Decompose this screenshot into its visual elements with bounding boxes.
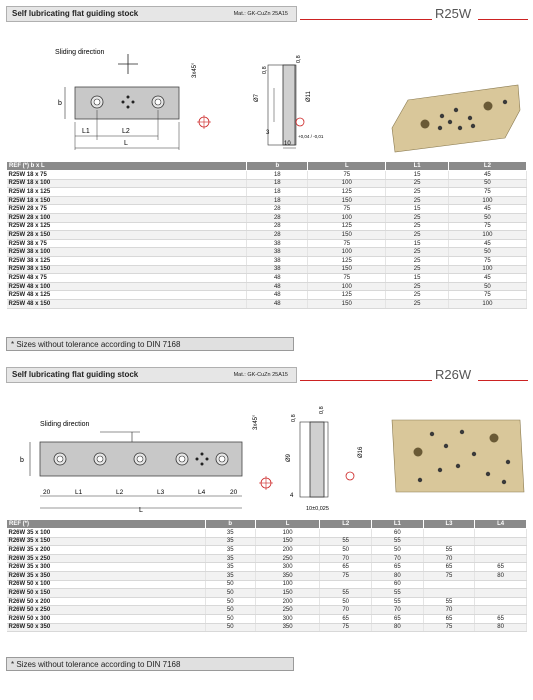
value-cell: 45: [448, 274, 526, 283]
value-cell: 65: [372, 614, 424, 623]
value-cell: [475, 554, 527, 563]
ref-cell: R25W 48 x 125: [7, 291, 247, 300]
value-cell: 300: [255, 563, 320, 572]
table-row: [7, 554, 527, 563]
svg-text:L1: L1: [82, 128, 90, 135]
value-cell: 50: [205, 597, 255, 606]
svg-text:L3: L3: [157, 489, 165, 496]
value-cell: 65: [320, 563, 372, 572]
value-cell: [475, 546, 527, 555]
table-row: [7, 282, 527, 291]
svg-text:0,8: 0,8: [262, 66, 268, 74]
svg-text:Ø7: Ø7: [254, 93, 260, 102]
table-row: [7, 256, 527, 265]
svg-text:10±0,025: 10±0,025: [306, 506, 329, 512]
table-row: [7, 563, 527, 572]
svg-text:3x45°: 3x45°: [253, 414, 259, 430]
svg-text:+0,04 / -0,01: +0,04 / -0,01: [298, 134, 324, 139]
ref-cell: R25W 38 x 150: [7, 265, 247, 274]
value-cell: 80: [372, 571, 424, 580]
value-cell: 50: [205, 606, 255, 615]
value-cell: 55: [320, 589, 372, 598]
table-header-row: [7, 162, 527, 171]
table-row: [7, 529, 527, 538]
value-cell: 75: [308, 171, 386, 180]
table-row: [7, 179, 527, 188]
value-cell: [320, 580, 372, 589]
value-cell: 35: [205, 546, 255, 555]
svg-text:4: 4: [290, 493, 294, 499]
product-code: R25W: [435, 6, 472, 21]
value-cell: 70: [423, 606, 475, 615]
table-row: [7, 196, 527, 205]
value-cell: 48: [247, 291, 308, 300]
value-cell: [423, 529, 475, 538]
value-cell: 100: [308, 179, 386, 188]
value-cell: 50: [205, 589, 255, 598]
value-cell: [475, 537, 527, 546]
value-cell: 55: [372, 589, 424, 598]
value-cell: 18: [247, 171, 308, 180]
value-cell: 75: [423, 571, 475, 580]
table-row: [7, 597, 527, 606]
value-cell: 15: [386, 205, 449, 214]
value-cell: 100: [308, 213, 386, 222]
section-title: Self lubricating flat guiding stock: [12, 9, 139, 18]
column-header: L2: [320, 520, 372, 529]
value-cell: 38: [247, 265, 308, 274]
column-header: L1: [386, 162, 449, 171]
value-cell: 25: [386, 231, 449, 240]
value-cell: 15: [386, 171, 449, 180]
value-cell: 25: [386, 265, 449, 274]
red-rule: [478, 380, 528, 381]
value-cell: 70: [320, 554, 372, 563]
ref-cell: R26W 50 x 100: [7, 580, 206, 589]
value-cell: 45: [448, 205, 526, 214]
value-cell: 250: [255, 554, 320, 563]
value-cell: [320, 529, 372, 538]
table-row: [7, 614, 527, 623]
value-cell: 50: [448, 282, 526, 291]
value-cell: 25: [386, 179, 449, 188]
value-cell: 15: [386, 239, 449, 248]
ref-cell: R26W 50 x 350: [7, 623, 206, 632]
ref-cell: R25W 18 x 75: [7, 171, 247, 180]
value-cell: 18: [247, 196, 308, 205]
value-cell: 50: [205, 614, 255, 623]
value-cell: 200: [255, 546, 320, 555]
value-cell: 100: [255, 580, 320, 589]
column-header: REF (*): [7, 520, 206, 529]
value-cell: 75: [308, 239, 386, 248]
value-cell: 150: [308, 196, 386, 205]
svg-text:Ø16: Ø16: [358, 446, 364, 458]
ref-cell: R26W 50 x 200: [7, 597, 206, 606]
value-cell: 35: [205, 529, 255, 538]
value-cell: 35: [205, 563, 255, 572]
product-code: R26W: [435, 367, 472, 382]
value-cell: 75: [448, 256, 526, 265]
value-cell: 75: [320, 623, 372, 632]
value-cell: 28: [247, 205, 308, 214]
value-cell: [475, 606, 527, 615]
column-header: b: [247, 162, 308, 171]
table-row: [7, 171, 527, 180]
value-cell: 38: [247, 248, 308, 257]
ref-cell: R26W 35 x 300: [7, 563, 206, 572]
value-cell: 80: [475, 571, 527, 580]
value-cell: [423, 589, 475, 598]
value-cell: [475, 589, 527, 598]
value-cell: 70: [423, 554, 475, 563]
value-cell: 350: [255, 623, 320, 632]
block-side-view: [283, 65, 295, 145]
svg-text:20: 20: [43, 489, 51, 496]
value-cell: 50: [448, 213, 526, 222]
value-cell: [423, 580, 475, 589]
value-cell: 50: [448, 248, 526, 257]
value-cell: 25: [386, 282, 449, 291]
value-cell: 48: [247, 299, 308, 308]
value-cell: 70: [372, 606, 424, 615]
value-cell: 45: [448, 239, 526, 248]
value-cell: 125: [308, 256, 386, 265]
value-cell: 35: [205, 554, 255, 563]
value-cell: 200: [255, 597, 320, 606]
value-cell: 125: [308, 188, 386, 197]
value-cell: [423, 537, 475, 546]
value-cell: 150: [255, 589, 320, 598]
value-cell: 60: [372, 580, 424, 589]
value-cell: 35: [205, 537, 255, 546]
ref-cell: R25W 38 x 75: [7, 239, 247, 248]
technical-drawing-r26w: [0, 392, 533, 514]
value-cell: 70: [372, 554, 424, 563]
value-cell: 150: [308, 231, 386, 240]
table-r25w: [6, 161, 527, 309]
column-header: L2: [448, 162, 526, 171]
svg-text:Sliding direction: Sliding direction: [40, 421, 90, 428]
value-cell: 125: [308, 222, 386, 231]
ref-cell: R26W 35 x 200: [7, 546, 206, 555]
svg-text:0,8: 0,8: [291, 414, 297, 422]
svg-text:0,8: 0,8: [296, 55, 302, 63]
svg-text:L2: L2: [116, 489, 124, 496]
value-cell: 50: [320, 597, 372, 606]
value-cell: 18: [247, 179, 308, 188]
value-cell: 50: [448, 179, 526, 188]
value-cell: 50: [320, 546, 372, 555]
value-cell: 25: [386, 299, 449, 308]
ref-cell: R25W 18 x 150: [7, 196, 247, 205]
value-cell: 25: [386, 213, 449, 222]
ref-cell: R26W 50 x 300: [7, 614, 206, 623]
table-row: [7, 274, 527, 283]
value-cell: 55: [320, 537, 372, 546]
svg-text:L2: L2: [122, 128, 130, 135]
svg-text:3: 3: [266, 130, 270, 136]
column-header: L: [255, 520, 320, 529]
value-cell: 75: [423, 623, 475, 632]
value-cell: 45: [448, 171, 526, 180]
value-cell: 25: [386, 196, 449, 205]
svg-text:L: L: [139, 507, 143, 514]
tolerance-note: * Sizes without tolerance according to DIN 7168: [6, 657, 294, 671]
ref-cell: R25W 28 x 75: [7, 205, 247, 214]
value-cell: 55: [423, 546, 475, 555]
value-cell: 65: [475, 614, 527, 623]
value-cell: 150: [308, 299, 386, 308]
table-row: [7, 589, 527, 598]
value-cell: 100: [308, 282, 386, 291]
value-cell: 75: [308, 205, 386, 214]
svg-text:3x45°: 3x45°: [192, 62, 198, 78]
table-row: [7, 606, 527, 615]
red-rule: [300, 380, 432, 381]
value-cell: 28: [247, 231, 308, 240]
value-cell: 65: [423, 614, 475, 623]
value-cell: 55: [372, 537, 424, 546]
table-row: [7, 188, 527, 197]
value-cell: 38: [247, 256, 308, 265]
value-cell: 350: [255, 571, 320, 580]
svg-text:Ø9: Ø9: [286, 453, 292, 462]
table-row: [7, 299, 527, 308]
table-row: [7, 222, 527, 231]
value-cell: 100: [448, 196, 526, 205]
ref-cell: R25W 28 x 150: [7, 231, 247, 240]
table-header-row: [7, 520, 527, 529]
value-cell: 50: [205, 580, 255, 589]
block-side-view: [310, 422, 324, 497]
red-rule: [478, 19, 528, 20]
value-cell: [475, 580, 527, 589]
value-cell: 300: [255, 614, 320, 623]
table-row: [7, 546, 527, 555]
ref-cell: R25W 48 x 150: [7, 299, 247, 308]
value-cell: 48: [247, 274, 308, 283]
value-cell: [475, 597, 527, 606]
value-cell: 25: [386, 222, 449, 231]
value-cell: 100: [308, 248, 386, 257]
value-cell: 65: [320, 614, 372, 623]
value-cell: 65: [423, 563, 475, 572]
ref-cell: R25W 48 x 75: [7, 274, 247, 283]
svg-text:10: 10: [284, 141, 291, 147]
value-cell: 25: [386, 256, 449, 265]
value-cell: 50: [372, 546, 424, 555]
tolerance-note: * Sizes without tolerance according to DIN 7168: [6, 337, 294, 351]
technical-drawing-r25w: [0, 30, 533, 158]
ref-cell: R26W 50 x 250: [7, 606, 206, 615]
value-cell: 100: [448, 231, 526, 240]
ref-cell: R25W 28 x 100: [7, 213, 247, 222]
value-cell: 75: [308, 274, 386, 283]
value-cell: 75: [448, 188, 526, 197]
table-row: [7, 231, 527, 240]
value-cell: 48: [247, 282, 308, 291]
svg-text:L1: L1: [75, 489, 83, 496]
table-row: [7, 265, 527, 274]
table-row: [7, 213, 527, 222]
value-cell: 25: [386, 188, 449, 197]
column-header: L4: [475, 520, 527, 529]
svg-text:L4: L4: [198, 489, 206, 496]
ref-cell: R26W 35 x 100: [7, 529, 206, 538]
section-header-r26w: [6, 367, 297, 383]
column-header: L1: [372, 520, 424, 529]
value-cell: 18: [247, 188, 308, 197]
value-cell: 150: [308, 265, 386, 274]
svg-text:b: b: [58, 100, 62, 107]
ref-cell: R25W 28 x 125: [7, 222, 247, 231]
column-header: L: [308, 162, 386, 171]
ref-cell: R25W 18 x 125: [7, 188, 247, 197]
table-row: [7, 248, 527, 257]
value-cell: 55: [423, 597, 475, 606]
table-row: [7, 580, 527, 589]
value-cell: 28: [247, 222, 308, 231]
table-row: [7, 571, 527, 580]
ref-cell: R26W 35 x 150: [7, 537, 206, 546]
value-cell: 75: [320, 571, 372, 580]
svg-text:20: 20: [230, 489, 238, 496]
column-header: b: [205, 520, 255, 529]
ref-cell: R26W 35 x 250: [7, 554, 206, 563]
svg-text:0,8: 0,8: [319, 406, 325, 414]
table-r26w: [6, 519, 527, 632]
table-row: [7, 623, 527, 632]
red-rule: [300, 19, 432, 20]
value-cell: 50: [205, 623, 255, 632]
value-cell: 80: [475, 623, 527, 632]
value-cell: 38: [247, 239, 308, 248]
value-cell: 28: [247, 213, 308, 222]
value-cell: 125: [308, 291, 386, 300]
value-cell: 25: [386, 248, 449, 257]
value-cell: 35: [205, 571, 255, 580]
sliding-direction-label: Sliding direction: [55, 49, 105, 56]
value-cell: 75: [448, 291, 526, 300]
table-row: [7, 291, 527, 300]
value-cell: 75: [448, 222, 526, 231]
table-row: [7, 205, 527, 214]
value-cell: 65: [372, 563, 424, 572]
section-header-r25w: [6, 6, 297, 22]
value-cell: 80: [372, 623, 424, 632]
material-label: Mat.: GK-CuZn 25A15: [233, 11, 288, 17]
ref-cell: R25W 48 x 100: [7, 282, 247, 291]
value-cell: 100: [255, 529, 320, 538]
value-cell: 25: [386, 291, 449, 300]
value-cell: 150: [255, 537, 320, 546]
value-cell: 70: [320, 606, 372, 615]
ref-cell: R25W 18 x 100: [7, 179, 247, 188]
svg-text:L: L: [124, 140, 128, 147]
value-cell: 55: [372, 597, 424, 606]
ref-cell: R26W 50 x 150: [7, 589, 206, 598]
ref-cell: R25W 38 x 125: [7, 256, 247, 265]
table-row: [7, 537, 527, 546]
column-header: REF (*) b x L: [7, 162, 247, 171]
table-row: [7, 239, 527, 248]
value-cell: [475, 529, 527, 538]
material-label: Mat.: GK-CuZn 25A15: [233, 372, 288, 378]
value-cell: 100: [448, 299, 526, 308]
svg-text:Ø11: Ø11: [306, 91, 312, 102]
value-cell: 60: [372, 529, 424, 538]
ref-cell: R26W 35 x 350: [7, 571, 206, 580]
value-cell: 100: [448, 265, 526, 274]
value-cell: 65: [475, 563, 527, 572]
ref-cell: R25W 38 x 100: [7, 248, 247, 257]
value-cell: 250: [255, 606, 320, 615]
value-cell: 15: [386, 274, 449, 283]
column-header: L3: [423, 520, 475, 529]
svg-text:b: b: [20, 457, 24, 464]
section-title: Self lubricating flat guiding stock: [12, 370, 139, 379]
block-3d-view: [392, 85, 520, 152]
